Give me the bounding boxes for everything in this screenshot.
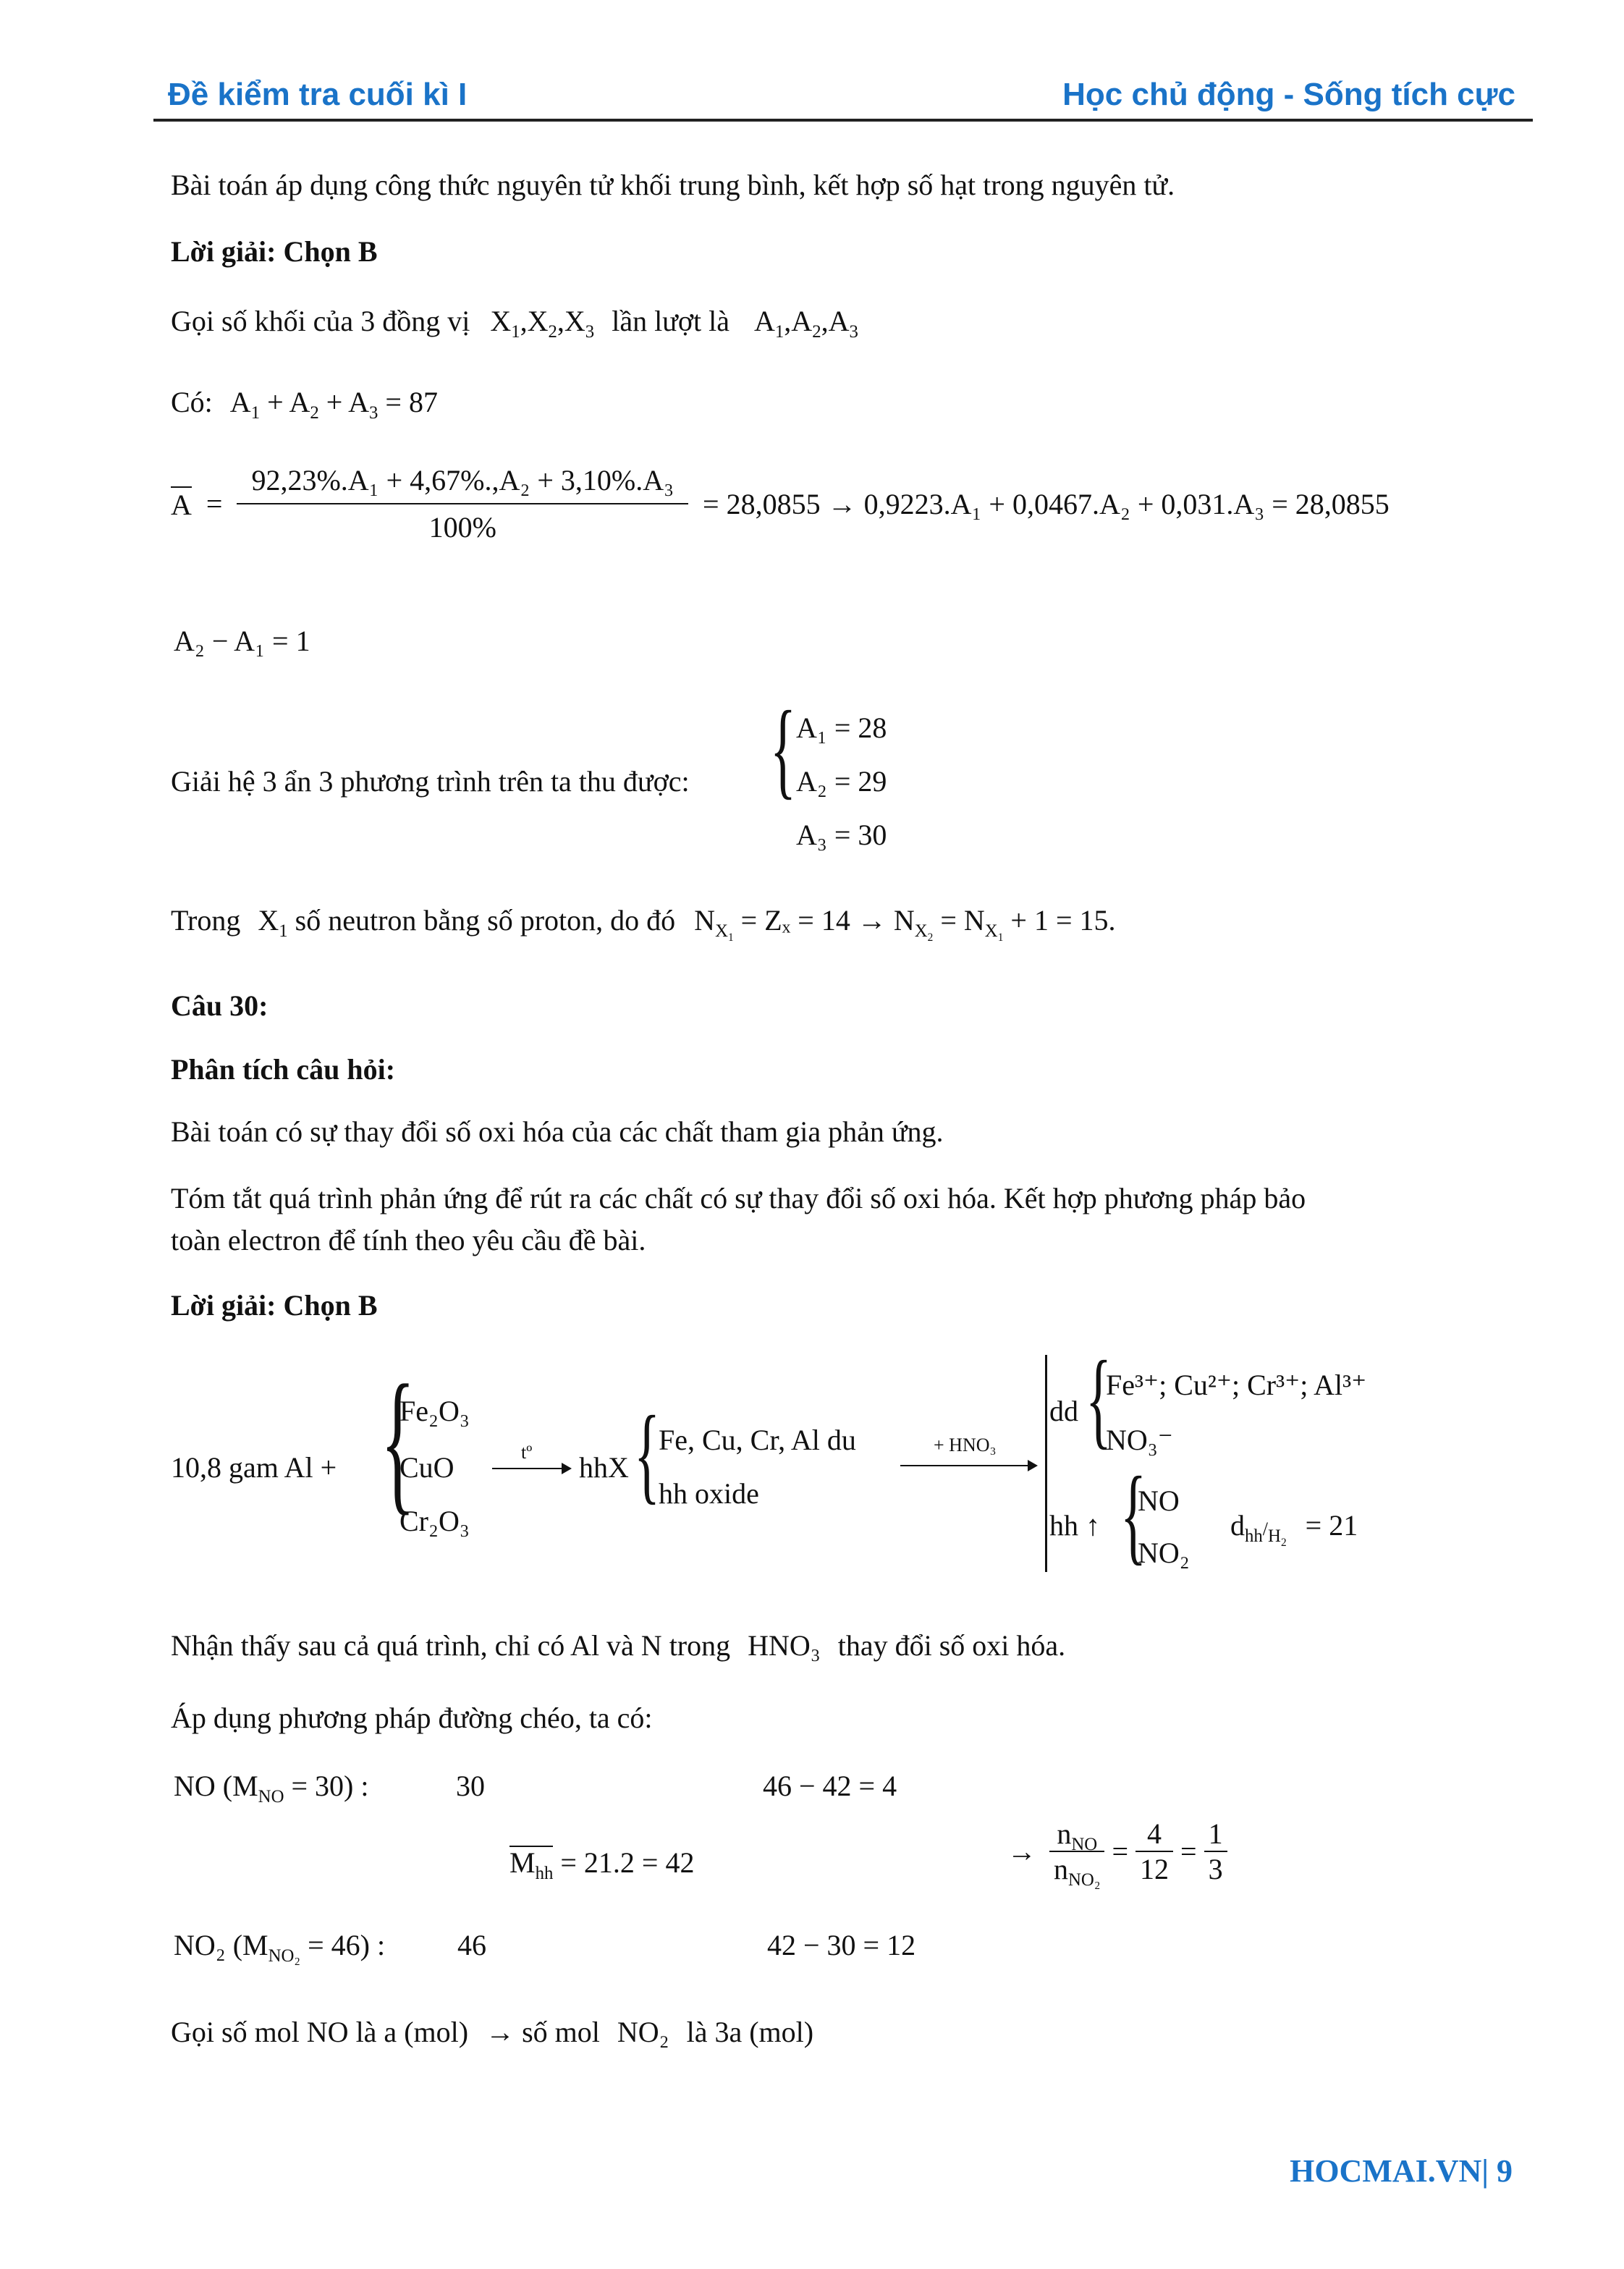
avg-numerator: 92,23%.A₁ + 4,67%.,A₂ + 3,10%.A₃ [237,463,688,504]
system-row-3: A₃ = 30 [796,819,887,851]
hh-label: hh ↑ [1049,1509,1100,1542]
header-right-title: Học chủ động - Sống tích cực [1062,77,1515,112]
solution-label-2: Lời giải: Chọn B [171,1289,378,1322]
arrow-2-head [1028,1460,1038,1471]
hh-no2: NO₂ [1138,1537,1190,1569]
observation-line: Nhận thấy sau cả quá trình, chỉ có Al và N trong HNO₃ thay đổi số oxi hóa. [171,1629,1066,1662]
mixture-x: hhX [579,1451,629,1484]
question-30-label: Câu 30: [171,989,268,1022]
arrow-2 [900,1465,1031,1466]
diff-equation: A₂ − A₁ = 1 [174,625,310,657]
intro-text: Bài toán áp dụng công thức nguyên tử khối trung bình, kết hợp số hạt trong nguyên tử. [171,169,1175,201]
header-left-title: Đề kiểm tra cuối kì I [168,77,468,112]
reactant-1: Fe₂O₃ [399,1395,470,1427]
dd-label: dd [1049,1395,1078,1427]
hno3-label: + HNO₃ [934,1435,997,1455]
avg-rhs: = 28,0855 → 0,9223.A₁ + 0,0467.A₂ + 0,031.A₃ = 28,0855 [703,487,1390,520]
diag-no2-value: 46 [457,1929,486,1961]
analysis-line-2b: toàn electron để tính theo yêu cầu đề bài. [171,1224,646,1256]
avg-mass-equation: A = $\frac{\text{92,23\%.A₁ + 4,67\%.,A₂ + 3,10\%.A₃}}{100\%}$ = 28,0855 → 0,9223.A₁ + 0,0467.A₂ + 0,031.A₃ = 28,0855 [171,464,1390,544]
hh-brace: { [1120,1455,1146,1575]
density-ratio: $d_{hh}/_{H_2} = 21$ [1230,1509,1358,1549]
mixture-item-1: Fe, Cu, Cr, Al du [659,1424,856,1456]
mixture-item-2: hh oxide [659,1477,759,1510]
diag-no-diff: 46 − 42 = 4 [763,1770,897,1802]
diag-no2-row: NO₂ $(M_{NO_2} = 46)$ : [174,1929,386,1966]
diagonal-intro: Áp dụng phương pháp đường chéo, ta có: [171,1702,653,1734]
sum-equation: Có: $A_1 + A_2 + A_3 = 87$ [171,386,438,423]
scheme-start: 10,8 gam Al + [171,1451,337,1484]
system-text: Giải hệ 3 ẩn 3 phương trình trên ta thu được: [171,765,690,798]
dd-brace: { [1086,1339,1112,1459]
system-brace: { [770,689,796,809]
diag-no-row: NO $(M_{NO} = 30)$ : [174,1770,369,1807]
analysis-label: Phân tích câu hỏi: [171,1053,396,1086]
analysis-line-1: Bài toán có sự thay đổi số oxi hóa của các chất tham gia phản ứng. [171,1115,944,1148]
mixture-brace: { [634,1394,660,1514]
avg-denominator: 100% [428,511,496,544]
system-row-2: A₂ = 29 [796,765,887,798]
diag-mhh: $M_{hh} = 21.2 = 42$ [509,1846,695,1883]
arrow-1 [492,1468,564,1469]
analysis-line-2a: Tóm tắt quá trình phản ứng để rút ra các chất có sự thay đổi số oxi hóa. Kết hợp phương pháp bảo [171,1182,1306,1214]
diag-no-value: 30 [456,1770,485,1802]
products-bar [1045,1355,1047,1572]
dd-ions: Fe³⁺; Cu²⁺; Cr³⁺; Al³⁺ [1106,1369,1367,1401]
system-row-1: A₁ = 28 [796,711,887,744]
reactant-3: Cr₂O₃ [399,1505,470,1537]
arrow-1-head [562,1463,572,1474]
reactant-brace: { [381,1352,415,1529]
neutron-line: Trong $X_1$ số neutron bằng số proton, do đó $N_{X_1} = Z_x = 14 \to N_{X_2} = N_{X_1} + 1 = 15$. [171,904,1116,944]
diag-ratio: → $\frac{n_{NO}}{n_{NO_2}}$ = $\frac{4}{12}$ = $\frac{1}{3}$ [1007,1817,1227,1886]
solution-label-1: Lời giải: Chọn B [171,235,378,268]
reactant-2: CuO [399,1451,454,1484]
heat-label: tº [521,1442,533,1463]
dd-nitrate: NO₃⁻ [1106,1424,1173,1456]
header-rule [153,119,1533,122]
isotope-line: Gọi số khối của 3 đồng vị $X_1,X_2,X_3$ lần lượt là $A_1,A_2,A_3$ [171,305,858,342]
footer-site: HOCMAI.VN| 9 [1290,2153,1513,2189]
moles-line: Gọi số mol NO là a (mol) → số mol NO₂ là 3a (mol) [171,2016,814,2048]
hh-no: NO [1138,1484,1180,1517]
diag-no2-diff: 42 − 30 = 12 [767,1929,916,1961]
